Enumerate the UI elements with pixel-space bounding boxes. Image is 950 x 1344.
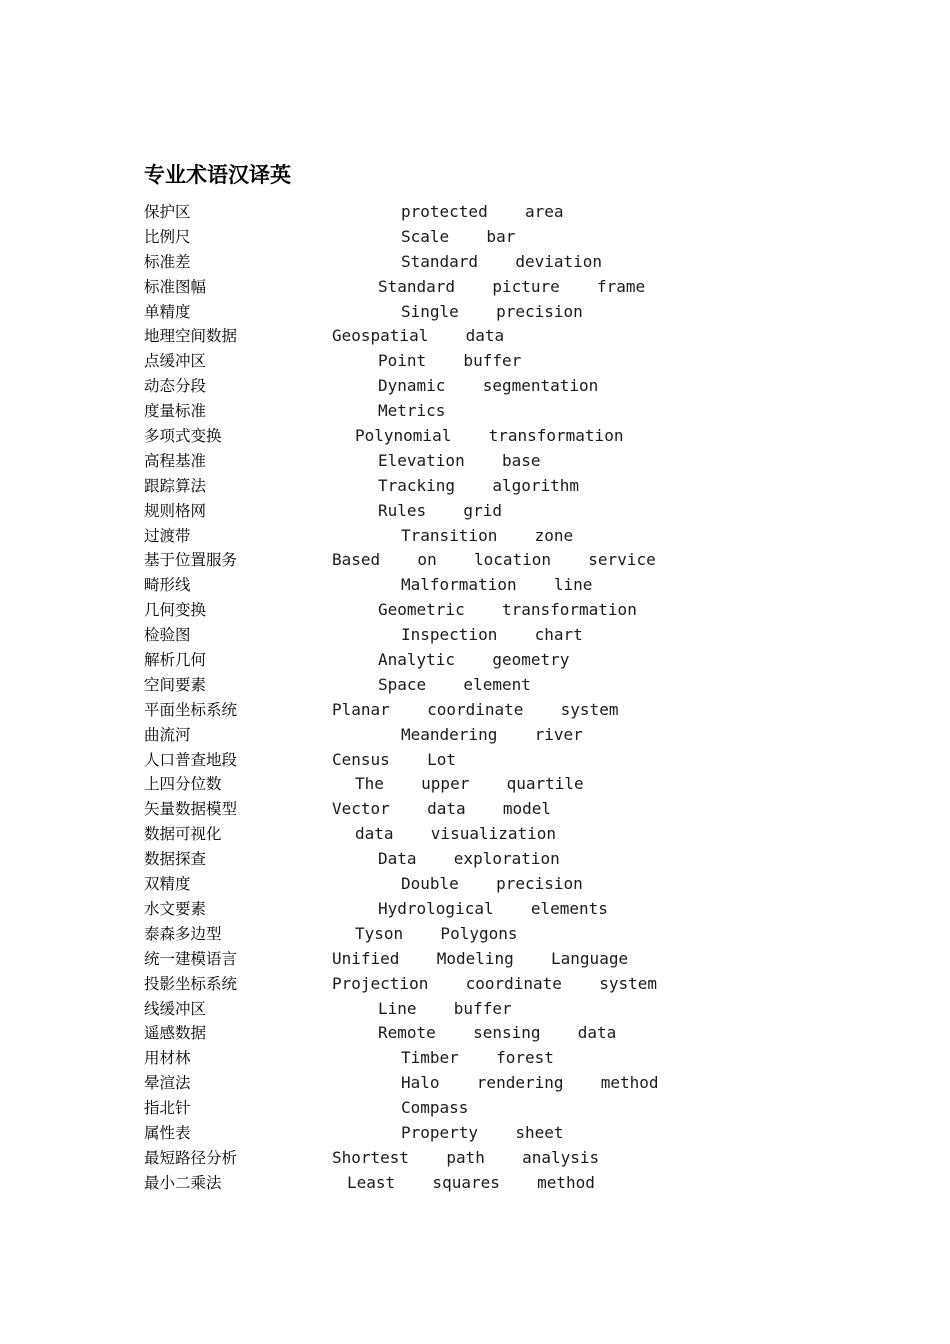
term-chinese: 检验图 (144, 626, 191, 645)
glossary-row (0, 972, 950, 997)
term-chinese: 单精度 (144, 302, 191, 321)
term-english: Timber forest (401, 1048, 554, 1068)
term-english: Malformation line (401, 575, 593, 595)
glossary-row (0, 424, 950, 449)
term-english: Space element (378, 674, 531, 694)
term-english: Elevation base (378, 450, 541, 470)
term-english: Line buffer (378, 998, 512, 1018)
term-english: Double precision (401, 874, 583, 894)
glossary-list (0, 200, 950, 1196)
term-chinese: 曲流河 (144, 725, 191, 744)
term-chinese: 地理空间数据 (144, 327, 238, 346)
glossary-row (0, 1046, 950, 1071)
glossary-row (0, 947, 950, 972)
glossary-row (0, 1096, 950, 1121)
term-chinese: 数据探查 (144, 850, 207, 869)
term-english: Based on location service (332, 550, 656, 570)
glossary-row (0, 300, 950, 325)
term-chinese: 属性表 (144, 1123, 191, 1142)
term-english: Inspection chart (401, 625, 583, 645)
term-english: Compass (401, 1098, 469, 1118)
glossary-row (0, 449, 950, 474)
term-chinese: 基于位置服务 (144, 551, 238, 570)
glossary-row (0, 250, 950, 275)
term-chinese: 用材林 (144, 1049, 191, 1068)
term-chinese: 几何变换 (144, 601, 207, 620)
term-english: Standard picture frame (378, 276, 646, 296)
term-english: data visualization (355, 824, 557, 844)
term-chinese: 跟踪算法 (144, 476, 207, 495)
term-english: Standard deviation (401, 251, 603, 271)
term-chinese: 水文要素 (144, 899, 207, 918)
term-chinese: 解析几何 (144, 651, 207, 670)
term-chinese: 过渡带 (144, 526, 191, 545)
term-english: Census Lot (332, 749, 456, 769)
term-chinese: 空间要素 (144, 675, 207, 694)
term-chinese: 高程基准 (144, 451, 207, 470)
term-english: Hydrological elements (378, 898, 608, 918)
glossary-row (0, 748, 950, 773)
term-chinese: 动态分段 (144, 377, 207, 396)
term-english: Analytic geometry (378, 650, 570, 670)
glossary-row (0, 524, 950, 549)
glossary-row (0, 847, 950, 872)
term-english: Geospatial data (332, 326, 505, 346)
term-english: Projection coordinate system (332, 973, 657, 993)
term-chinese: 平面坐标系统 (144, 700, 238, 719)
term-chinese: 数据可视化 (144, 825, 222, 844)
glossary-row (0, 772, 950, 797)
term-chinese: 上四分位数 (144, 775, 222, 794)
term-english: Least squares method (347, 1172, 595, 1192)
glossary-row (0, 324, 950, 349)
glossary-row (0, 1146, 950, 1171)
term-english: Property sheet (401, 1122, 564, 1142)
term-chinese: 标准图幅 (144, 277, 207, 296)
term-english: Rules grid (378, 500, 502, 520)
term-english: Single precision (401, 301, 583, 321)
term-english: Halo rendering method (401, 1073, 659, 1093)
term-chinese: 标准差 (144, 252, 191, 271)
term-chinese: 矢量数据模型 (144, 800, 238, 819)
glossary-row (0, 723, 950, 748)
term-english: Polynomial transformation (355, 426, 624, 446)
term-chinese: 多项式变换 (144, 427, 222, 446)
glossary-row (0, 399, 950, 424)
term-english: The upper quartile (355, 774, 584, 794)
term-chinese: 规则格网 (144, 501, 207, 520)
term-english: Transition zone (401, 525, 574, 545)
glossary-row (0, 623, 950, 648)
term-chinese: 双精度 (144, 875, 191, 894)
term-english: Planar coordinate system (332, 699, 619, 719)
term-chinese: 指北针 (144, 1099, 191, 1118)
glossary-row (0, 474, 950, 499)
page-title: 专业术语汉译英 (144, 163, 291, 187)
term-english: Unified Modeling Language (332, 948, 629, 968)
term-chinese: 泰森多边型 (144, 924, 222, 943)
term-chinese: 统一建模语言 (144, 949, 238, 968)
glossary-row (0, 1121, 950, 1146)
glossary-row (0, 1171, 950, 1196)
glossary-row (0, 598, 950, 623)
term-chinese: 保护区 (144, 203, 191, 221)
term-english: Geometric transformation (378, 600, 637, 620)
term-english: Shortest path analysis (332, 1147, 600, 1167)
term-chinese: 投影坐标系统 (144, 974, 238, 993)
glossary-row (0, 200, 950, 225)
glossary-row (0, 548, 950, 573)
glossary-row (0, 897, 950, 922)
term-chinese: 点缓冲区 (144, 352, 207, 371)
glossary-row (0, 1021, 950, 1046)
term-english: Scale bar (401, 226, 516, 246)
term-chinese: 度量标准 (144, 402, 207, 421)
glossary-row (0, 922, 950, 947)
term-english: Dynamic segmentation (378, 376, 599, 396)
glossary-row (0, 822, 950, 847)
term-chinese: 晕渲法 (144, 1074, 191, 1093)
term-english: Point buffer (378, 351, 522, 371)
glossary-row (0, 499, 950, 524)
glossary-row (0, 997, 950, 1022)
glossary-row (0, 648, 950, 673)
term-english: Remote sensing data (378, 1023, 617, 1043)
glossary-row (0, 275, 950, 300)
term-chinese: 最短路径分析 (144, 1148, 238, 1167)
term-english: Meandering river (401, 724, 583, 744)
term-english: Metrics (378, 401, 446, 421)
glossary-row (0, 673, 950, 698)
glossary-row (0, 349, 950, 374)
term-chinese: 遥感数据 (144, 1024, 207, 1043)
term-english: Tyson Polygons (355, 923, 518, 943)
glossary-row (0, 374, 950, 399)
term-chinese: 线缓冲区 (144, 999, 207, 1018)
glossary-row (0, 797, 950, 822)
glossary-row (0, 1071, 950, 1096)
glossary-row (0, 225, 950, 250)
glossary-row (0, 698, 950, 723)
term-english: Vector data model (332, 799, 552, 819)
glossary-row (0, 573, 950, 598)
term-chinese: 人口普查地段 (144, 750, 238, 769)
term-chinese: 比例尺 (144, 227, 191, 246)
glossary-row (0, 872, 950, 897)
term-chinese: 畸形线 (144, 576, 191, 595)
term-chinese: 最小二乘法 (144, 1173, 222, 1192)
term-english: Tracking algorithm (378, 475, 580, 495)
term-english: Data exploration (378, 849, 560, 869)
term-english: protected area (401, 202, 564, 221)
